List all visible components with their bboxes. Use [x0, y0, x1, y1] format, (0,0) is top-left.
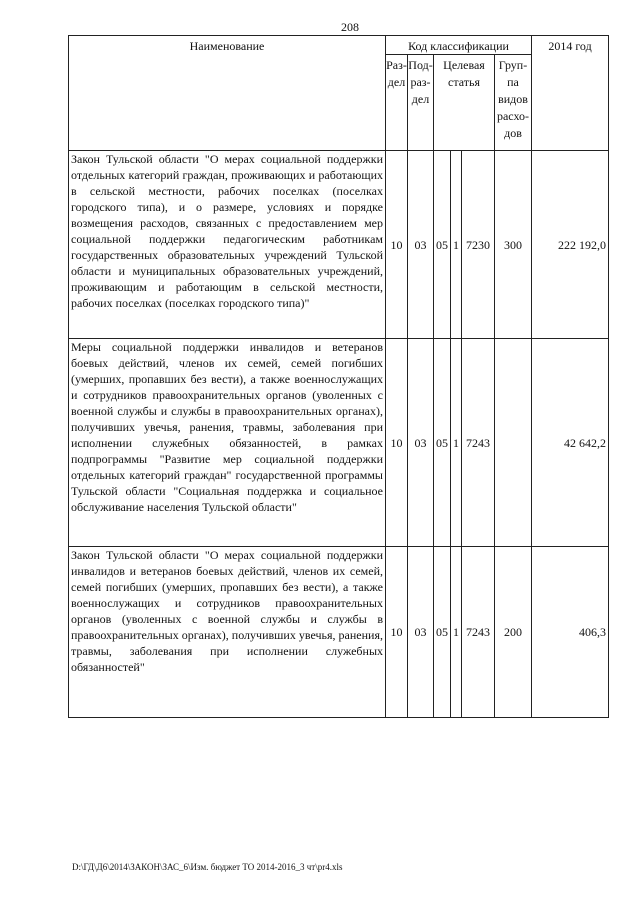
footer-file-path: D:\ГД\Д6\2014\ЗАКОН\ЗАС_6\Изм. бюджет ТО 2014-2016_3 чт\pr4.xls	[72, 862, 343, 872]
row-expense-group: 200	[495, 547, 532, 718]
row-target-a: 05	[434, 339, 451, 547]
header-expense-group: Груп- па видов расхо- дов	[495, 55, 532, 151]
row-subsection: 03	[408, 151, 434, 339]
row-section: 10	[386, 339, 408, 547]
table-row	[69, 547, 609, 718]
header-target-article: Целевая статья	[434, 55, 495, 151]
header-classification-code: Код классификации	[386, 36, 532, 55]
row-subsection: 03	[408, 547, 434, 718]
row-target-c: 7243	[462, 339, 495, 547]
row-section: 10	[386, 547, 408, 718]
row-subsection: 03	[408, 339, 434, 547]
row-target-b: 1	[451, 151, 462, 339]
row-expense-group	[495, 339, 532, 547]
header-subsection: Под- раз- дел	[408, 55, 434, 151]
row-target-b: 1	[451, 339, 462, 547]
budget-table	[68, 35, 609, 718]
page-number: 208	[341, 20, 359, 34]
row-amount: 42 642,2	[532, 339, 609, 547]
header-name: Наименование	[69, 36, 386, 151]
row-expense-group: 300	[495, 151, 532, 339]
header-row-top	[69, 36, 609, 55]
row-name: Меры социальной поддержки инвалидов и ветеранов боевых действий, членов их семей, семей погибших (умерших, пропавших без вести), а также военнослужащих и сотрудников правоохранительных органов (уволенных с военной службы и службы в правоохранительных органах), получивших увечья, ранения, травмы, заболевания при исполнении служебных обязанностей, в рамках подпрограммы "Развитие мер социальной поддержки отдельных категорий граждан" государственной программы Тульской области "Социальная поддержка и социальное обслуживание населения Тульской области"	[69, 339, 386, 547]
row-target-c: 7230	[462, 151, 495, 339]
row-amount: 406,3	[532, 547, 609, 718]
row-amount: 222 192,0	[532, 151, 609, 339]
header-year: 2014 год	[532, 36, 609, 151]
row-target-a: 05	[434, 151, 451, 339]
table-row	[69, 151, 609, 339]
row-target-c: 7243	[462, 547, 495, 718]
row-name: Закон Тульской области "О мерах социальной поддержки инвалидов и ветеранов боевых действий, членов их семей, семей погибших (умерших, пропавших без вести), а также военнослужащих и сотрудников правоохранительных органов (уволенных с военной службы и службы в правоохранительных органах), получивших увечья, ранения, травмы, заболевания при исполнении служебных обязанностей"	[69, 547, 386, 718]
row-name: Закон Тульской области "О мерах социальной поддержки отдельных категорий граждан, проживающих и работающих в сельской местности, рабочих поселках (поселках городского типа), и о размере, условиях и порядке возмещения расходов, связанных с предоставлением мер социальной поддержки педагогическим работникам государственных образовательных учреждений Тульской области и муниципальных образовательных учреждений, проживающим и работающим в сельской местности, рабочих поселках (поселках городского типа)"	[69, 151, 386, 339]
row-section: 10	[386, 151, 408, 339]
row-target-b: 1	[451, 547, 462, 718]
row-target-a: 05	[434, 547, 451, 718]
table-row	[69, 339, 609, 547]
header-section: Раз- дел	[386, 55, 408, 151]
